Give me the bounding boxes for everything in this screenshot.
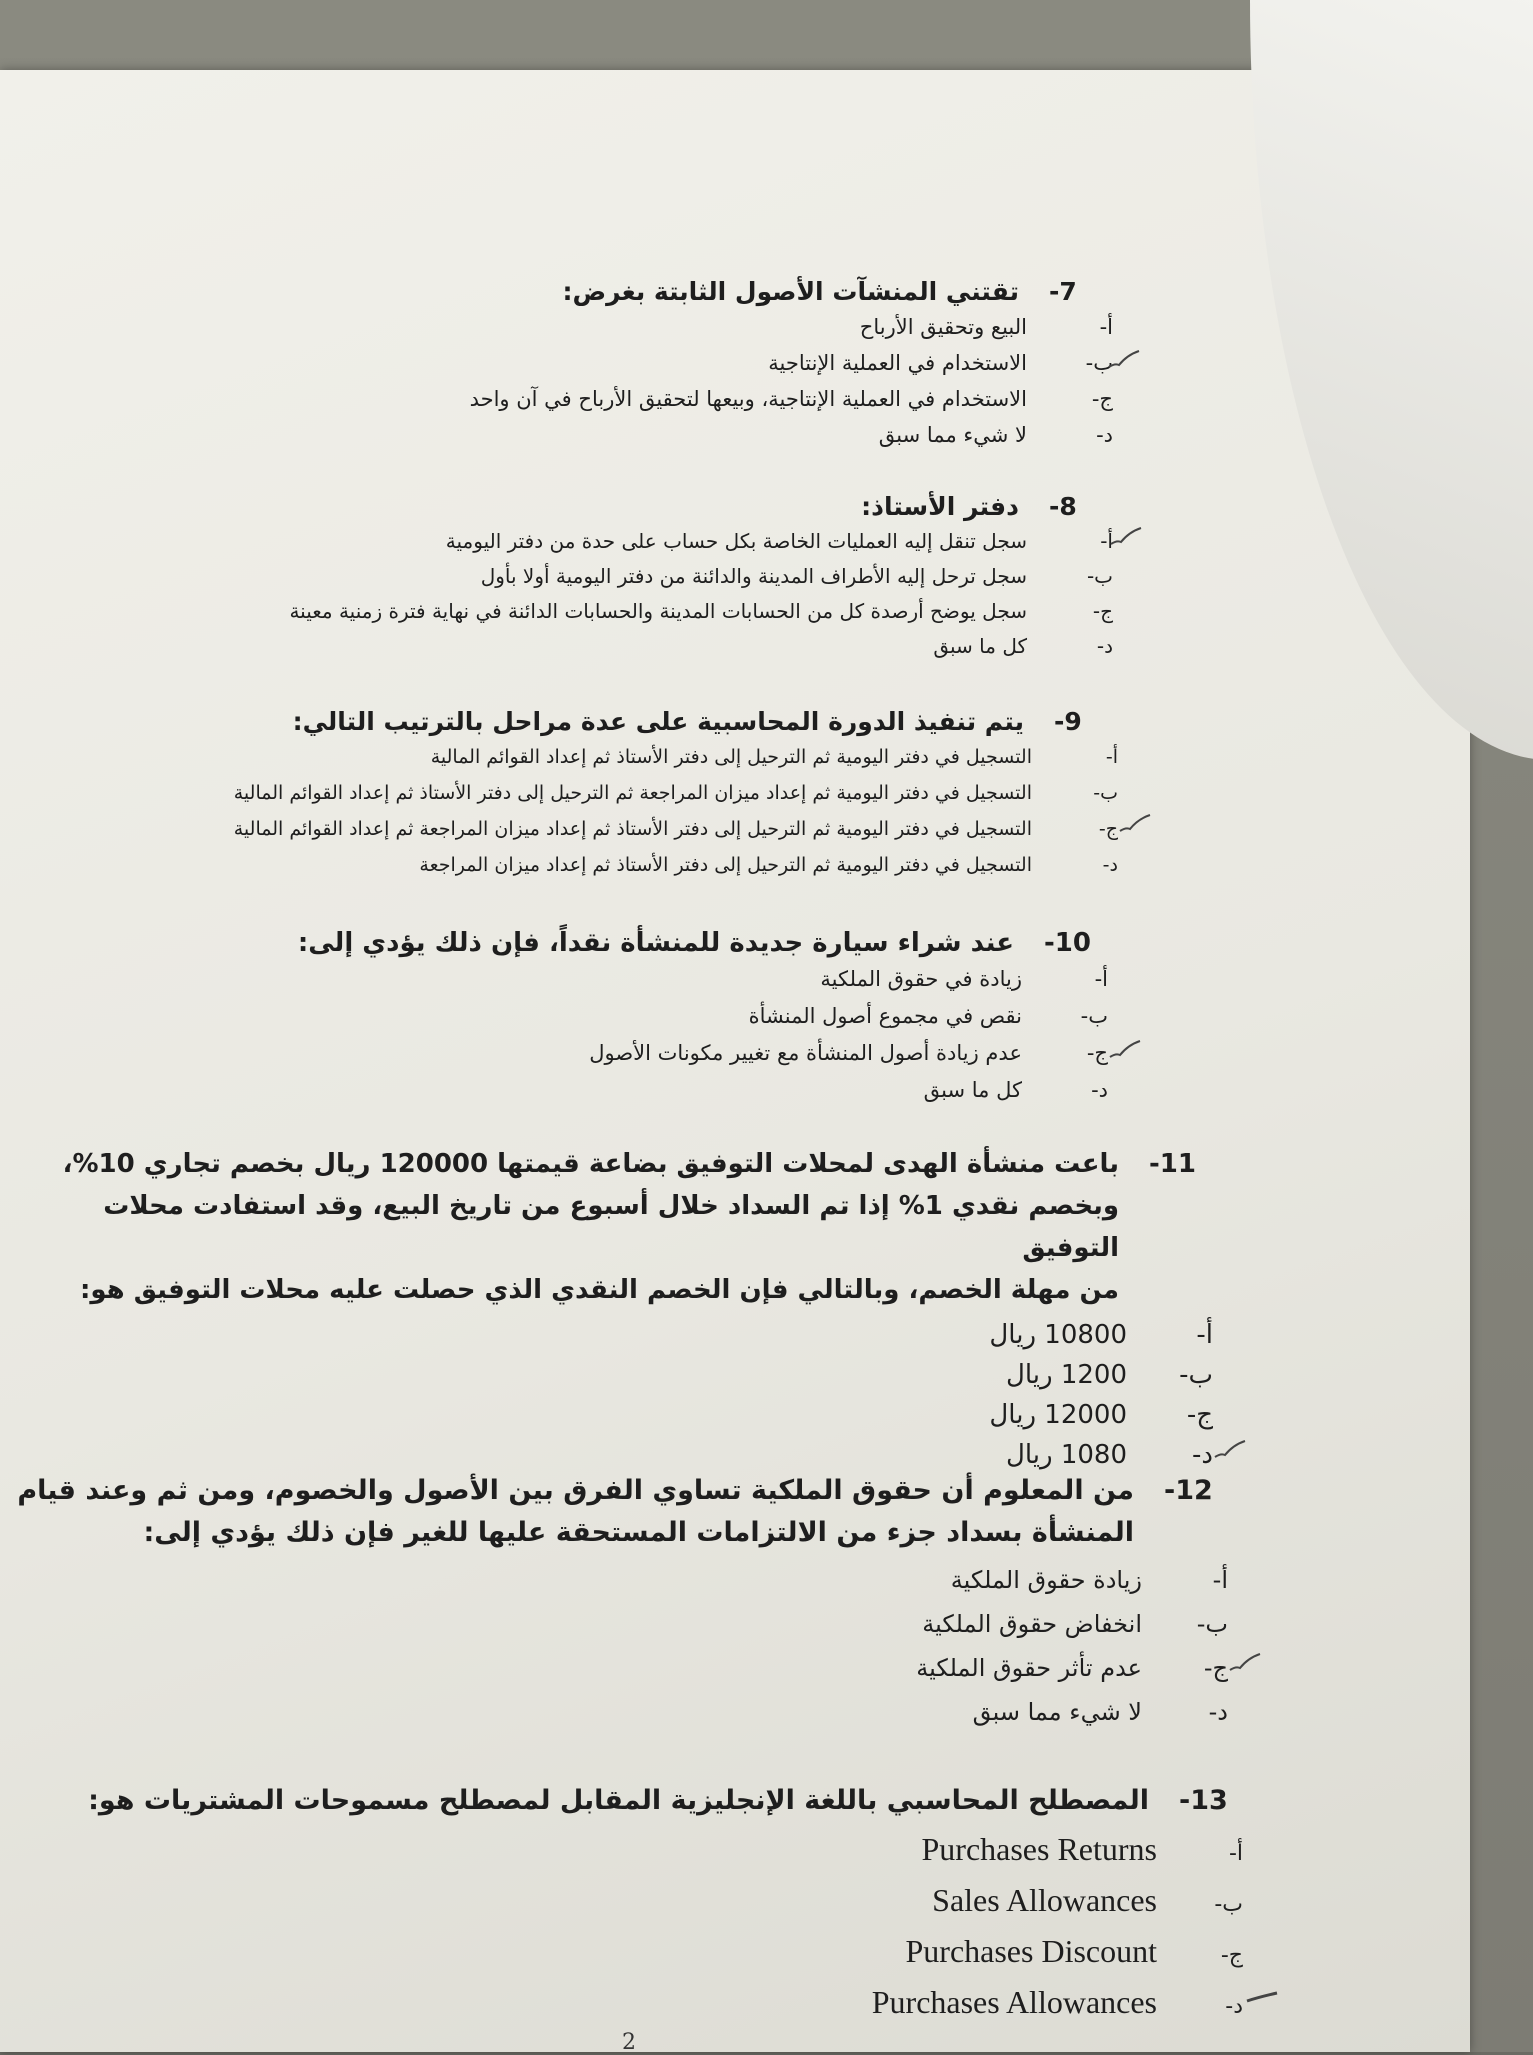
option-letter: ب- — [1196, 1610, 1228, 1638]
option-d — [113, 629, 1113, 664]
question-head — [113, 490, 1113, 524]
option-a — [213, 309, 1113, 345]
option-a — [8, 1558, 1228, 1602]
check-mark-icon — [1107, 349, 1141, 371]
check-mark-icon — [1118, 813, 1152, 835]
question-head — [33, 1143, 1213, 1311]
option-text: 12000 ريال — [989, 1400, 1127, 1430]
check-mark-icon — [1108, 1039, 1142, 1061]
option-text: انخفاض حقوق الملكية — [922, 1610, 1142, 1638]
option-text: زيادة في حقوق الملكية — [820, 967, 1022, 991]
option-c — [8, 1646, 1228, 1690]
question-number: -8 — [1049, 492, 1077, 521]
option-text: Purchases Returns — [921, 1831, 1157, 1867]
question-head — [208, 925, 1108, 961]
question-number: -13 — [1179, 1785, 1228, 1816]
option-d — [98, 847, 1118, 883]
check-mark-icon — [1213, 1439, 1247, 1461]
option-text: الاستخدام في العملية الإنتاجية، وبيعها لتحقيق الأرباح في آن واحد — [469, 387, 1027, 411]
question-line: وبخصم نقدي 1% إذا تم السداد خلال أسبوع من تاريخ البيع، وقد استفادت محلات التوفيق — [103, 1191, 1119, 1263]
question-text: تقتني المنشآت الأصول الثابتة بغرض: — [562, 277, 1019, 306]
option-text: 1200 ريال — [1005, 1360, 1127, 1390]
option-d — [8, 1690, 1228, 1734]
option-text: التسجيل في دفتر اليومية ثم الترحيل إلى دفتر الأستاذ ثم إعداد ميزان المراجعة — [419, 854, 1032, 876]
option-letter: أ- — [1100, 529, 1113, 553]
option-text: Sales Allowances — [932, 1882, 1157, 1918]
option-text: عدم زيادة أصول المنشأة مع تغيير مكونات الأصول — [589, 1041, 1022, 1065]
option-text: نقص في مجموع أصول المنشأة — [748, 1004, 1022, 1028]
question-text: يتم تنفيذ الدورة المحاسبية على عدة مراحل بالترتيب التالي: — [292, 707, 1024, 736]
option-text: سجل ترحل إليه الأطراف المدينة والدائنة من دفتر اليومية أولا بأول — [480, 564, 1027, 588]
question-line: باعت منشأة الهدى لمحلات التوفيق بضاعة قيمتها 120000 ريال بخصم تجاري 10%، — [62, 1149, 1119, 1179]
question-text: عند شراء سيارة جديدة للمنشأة نقداً، فإن ذلك يؤدي إلى: — [297, 928, 1014, 958]
question-line: من المعلوم أن حقوق الملكية تساوي الفرق بين الأصول والخصوم، ومن ثم وعند قيام — [17, 1475, 1134, 1506]
question-number: -9 — [1054, 707, 1082, 736]
option-a — [98, 739, 1118, 775]
option-a — [63, 1826, 1243, 1877]
option-d — [213, 417, 1113, 453]
option-letter: ب- — [1093, 782, 1118, 804]
option-letter: ب- — [1080, 1004, 1108, 1028]
option-text: زيادة حقوق الملكية — [950, 1566, 1142, 1594]
option-letter: ج- — [1086, 1041, 1108, 1065]
option-d — [63, 1979, 1243, 2030]
question-number: -12 — [1164, 1475, 1213, 1506]
option-c — [213, 381, 1113, 417]
question-13 — [63, 1780, 1243, 2030]
option-letter: أ- — [1196, 1320, 1213, 1350]
option-text: التسجيل في دفتر اليومية ثم إعداد ميزان المراجعة ثم الترحيل إلى دفتر الأستاذ ثم إعداد القوائم المالية — [233, 782, 1032, 804]
option-text: سجل تنقل إليه العمليات الخاصة بكل حساب على حدة من دفتر اليومية — [445, 529, 1027, 553]
option-letter: أ- — [1094, 967, 1108, 991]
option-letter: د- — [1096, 634, 1113, 658]
option-letter: ج- — [1092, 599, 1113, 623]
option-text: لا شيء مما سبق — [972, 1698, 1142, 1726]
question-number: -10 — [1044, 928, 1091, 958]
question-7 — [213, 275, 1113, 453]
option-d — [33, 1435, 1213, 1475]
option-letter: ب- — [1214, 1892, 1243, 1917]
option-b — [213, 345, 1113, 381]
option-d — [208, 1072, 1108, 1109]
option-c — [33, 1395, 1213, 1435]
option-text: Purchases Discount — [905, 1933, 1157, 1969]
option-letter: د- — [1091, 1078, 1108, 1102]
question-8 — [113, 490, 1113, 664]
option-letter: أ- — [1228, 1841, 1243, 1866]
option-b — [113, 559, 1113, 594]
option-letter: ج- — [1186, 1400, 1213, 1430]
option-letter: أ- — [1105, 746, 1118, 768]
option-text: التسجيل في دفتر اليومية ثم الترحيل إلى دفتر الأستاذ ثم إعداد ميزان المراجعة ثم إعداد القوائم المالية — [233, 818, 1032, 840]
option-letter: أ- — [1212, 1566, 1228, 1594]
option-letter: ب- — [1085, 351, 1113, 375]
option-letter: د- — [1225, 1994, 1243, 2019]
option-b — [8, 1602, 1228, 1646]
option-b — [63, 1877, 1243, 1928]
option-text: سجل يوضح أرصدة كل من الحسابات المدينة والحسابات الدائنة في نهاية فترة زمنية معينة — [289, 599, 1027, 623]
option-a — [113, 524, 1113, 559]
option-c — [98, 811, 1118, 847]
question-head — [63, 1780, 1243, 1822]
option-letter: ج- — [1091, 387, 1113, 411]
option-letter: ب- — [1179, 1360, 1213, 1390]
option-letter: د- — [1192, 1440, 1213, 1470]
option-c — [63, 1928, 1243, 1979]
page-number: 2 — [622, 2030, 636, 2055]
option-a — [208, 961, 1108, 998]
question-text — [17, 1470, 1164, 1554]
check-mark-icon — [1245, 1987, 1279, 2009]
option-letter: ج- — [1220, 1943, 1243, 1968]
option-text: 1080 ريال — [1005, 1440, 1127, 1470]
option-letter: ب- — [1086, 564, 1113, 588]
option-text: كل ما سبق — [933, 634, 1027, 658]
option-c — [113, 594, 1113, 629]
option-text: التسجيل في دفتر اليومية ثم الترحيل إلى دفتر الأستاذ ثم إعداد القوائم المالية — [430, 746, 1032, 768]
option-text: Purchases Allowances — [871, 1984, 1157, 2020]
question-head — [8, 1470, 1228, 1554]
question-10 — [208, 925, 1108, 1109]
question-head — [213, 275, 1113, 309]
option-text: لا شيء مما سبق — [878, 423, 1027, 447]
check-mark-icon — [1109, 526, 1143, 548]
option-b — [98, 775, 1118, 811]
check-mark-icon — [1228, 1652, 1262, 1674]
question-line: المنشأة بسداد جزء من الالتزامات المستحقة عليها للغير فإن ذلك يؤدي إلى: — [143, 1517, 1134, 1548]
question-text: دفتر الأستاذ: — [861, 492, 1019, 521]
option-text: عدم تأثر حقوق الملكية — [916, 1654, 1142, 1682]
question-text — [33, 1143, 1149, 1311]
option-text: 10800 ريال — [989, 1320, 1127, 1350]
question-head — [98, 705, 1118, 739]
option-text: الاستخدام في العملية الإنتاجية — [768, 351, 1027, 375]
option-letter: ج- — [1203, 1654, 1228, 1682]
option-b — [33, 1355, 1213, 1395]
option-b — [208, 998, 1108, 1035]
option-letter: أ- — [1099, 315, 1113, 339]
option-text: كل ما سبق — [923, 1078, 1022, 1102]
question-11 — [33, 1143, 1213, 1475]
option-letter: د- — [1096, 423, 1113, 447]
option-text: البيع وتحقيق الأرباح — [859, 315, 1027, 339]
option-c — [208, 1035, 1108, 1072]
option-letter: ج- — [1098, 818, 1118, 840]
question-number: -7 — [1049, 277, 1077, 306]
question-number: -11 — [1149, 1149, 1196, 1179]
question-text: المصطلح المحاسبي باللغة الإنجليزية المقابل لمصطلح مسموحات المشتريات هو: — [88, 1785, 1149, 1816]
option-letter: د- — [1102, 854, 1118, 876]
question-9 — [98, 705, 1118, 883]
question-line: من مهلة الخصم، وبالتالي فإن الخصم النقدي الذي حصلت عليه محلات التوفيق هو: — [79, 1275, 1119, 1305]
option-letter: د- — [1208, 1698, 1228, 1726]
question-12 — [8, 1470, 1228, 1734]
option-a — [33, 1315, 1213, 1355]
